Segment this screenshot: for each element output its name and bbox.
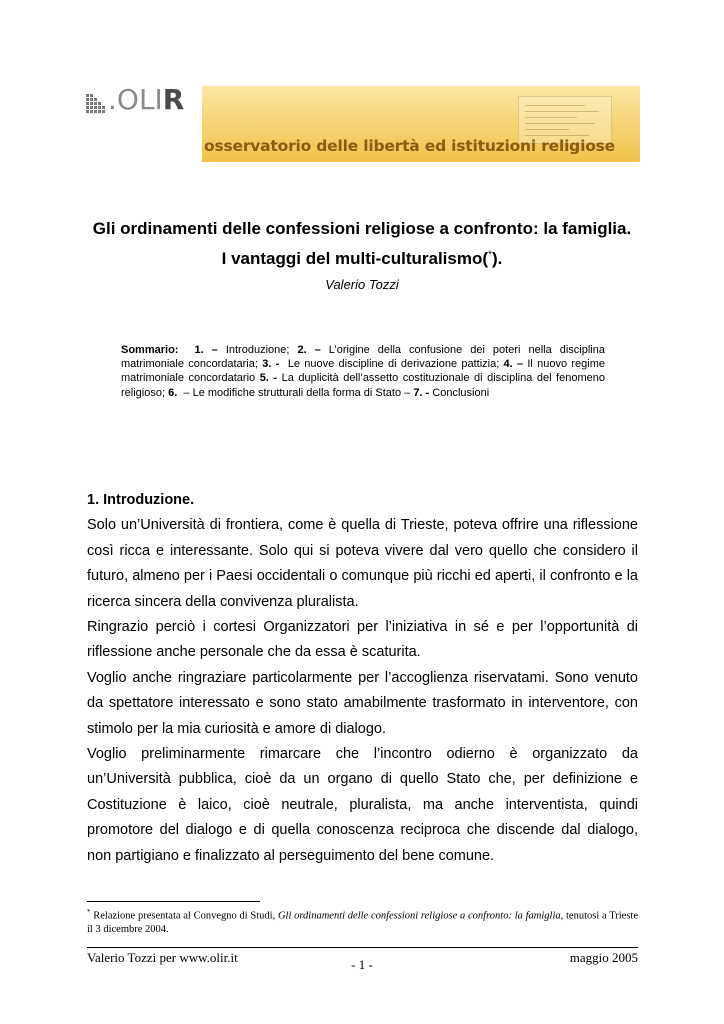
footnote-text-after: , tenutosi a Trieste il 3 dicembre 2004. [87,910,638,935]
summary-num-4: 4. – [503,358,524,371]
title-line-2 [40,249,684,269]
summary-item-1: Introduzione; [225,344,290,356]
logo-text [108,82,184,118]
paragraph-4: Voglio preliminarmente rimarcare che l’incontro odierno è organizzato da un’Università pubblica, cioè da un organo di quello Stato che, per definizione e Costituzione è laico, cioè neutrale, pluralista, ma anche interventista, quindi promotore del dialogo e di quella conoscenza reciproca che discende dal dialogo, non partigiano e finalizzato al perseguimento del bene comune. [87,746,638,864]
footnote-text-italic: Gli ordinamenti delle confessioni religiose a confronto: la famiglia [277,910,561,922]
title-line-2-end: ). [491,249,503,268]
paragraph-2: Ringrazio perciò i cortesi Organizzatori per l’iniziativa in sé e per l’opportunità di riflessione anche personale che da essa è scaturita. [87,619,638,661]
summary-num-3: 3. - [262,358,280,371]
title-footnote-mark[interactable]: * [488,249,492,261]
summary-num-6: 6. [168,386,178,399]
logo-text-left: .OLI [108,83,163,116]
title-line-2-text: I vantaggi del multi-culturalismo( [221,249,489,268]
summary [121,343,605,400]
olir-logo [84,84,204,124]
section-heading: 1. Introduzione. [87,492,195,508]
footer-divider [87,947,638,948]
page-number: - 1 - [351,957,373,972]
summary-item-3: Le nuove discipline di derivazione pattizia; [287,358,500,371]
footnote-text-before: Relazione presentata al Convegno di Studi, [90,910,278,922]
summary-item-6: – Le modifiche strutturali della forma di Stato – [183,386,411,399]
summary-item-5: La duplicità dell’assetto costituzionale di disciplina del fenomeno religioso; [121,372,605,399]
footer-date: maggio 2005 [569,950,638,965]
summary-label: Sommario: [121,344,179,356]
summary-num-2: 2. – [297,344,321,356]
summary-num-5: 5. - [259,372,278,385]
banner [202,86,640,162]
summary-num-1: 1. – [194,344,218,356]
paragraph-1: Solo un’Università di frontiera, come è quella di Trieste, poteva offrire una riflessione così ricca e interessante. Solo qui si poteva vivere dal vero quello che considero il futuro, almeno per i Paesi occidentali o comunque più ricchi ed aperti, il confronto e la ricerca sincera della convivenza pluralista. [87,517,638,610]
author: Valerio Tozzi [325,277,399,292]
paragraph-3: Voglio anche ringraziare particolarmente per l’accoglienza riservatami. Sono venuto da spettatore interessato e sono stato amabilmente trasformato in interventore, con stimolo per la mia curiosità e amore di dialogo. [87,669,638,737]
title-line-1: Gli ordinamenti delle confessioni religiose a confronto: la famiglia. [92,219,632,238]
logo-text-right: R [162,83,185,116]
summary-item-7: Conclusioni [432,386,490,399]
footnote [87,906,638,937]
footnote-divider [87,901,260,902]
banner-text: osservatorio delle libertà ed istituzioni religiose [204,137,615,155]
body-text [87,488,638,869]
summary-num-7: 7. - [413,386,430,399]
summary-item-4: Il nuovo regime matrimoniale concordatario [121,358,605,385]
header [84,84,640,162]
footnote-mark: * [87,908,91,916]
summary-item-2: L’origine della confusione dei poteri nella disciplina matrimoniale concordataria; [121,344,605,371]
footer-author-site: Valerio Tozzi per www.olir.it [87,950,238,965]
